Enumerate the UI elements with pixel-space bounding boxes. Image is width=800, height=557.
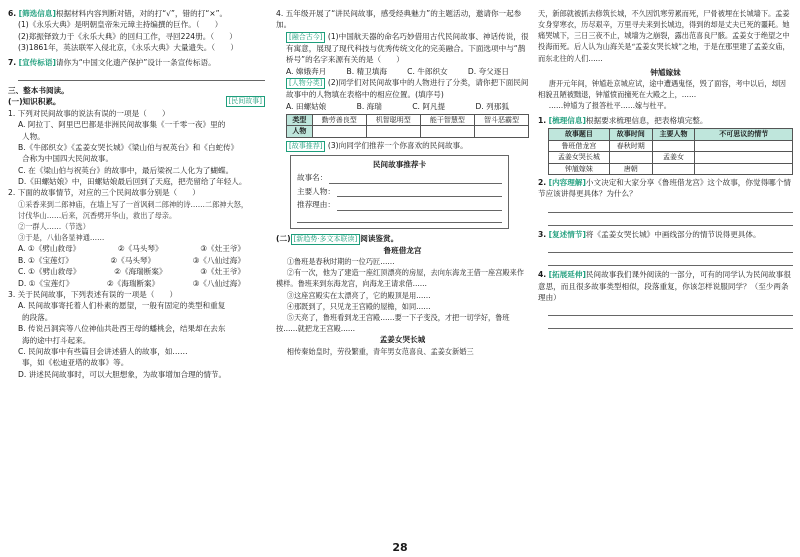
answer-line[interactable] (548, 255, 793, 266)
story-info-table-wrap (538, 128, 793, 175)
answer-cell[interactable] (695, 163, 793, 175)
answer-cell[interactable] (695, 152, 793, 164)
q4-2-prompt: [人物分类] (2)同学们对民间故事中的人物进行了分类，请你把下面民间故事中的人物填在表格中的相应位置。(填序号) (286, 78, 529, 100)
table-row: 孟姜女哭长城 孟姜女 (549, 152, 793, 164)
answer-line[interactable] (548, 215, 793, 226)
story2-first-line: 相传秦始皇时，劳役繁重，青年男女范喜良、孟姜女新婚三 (286, 346, 474, 356)
character-type-table: 类型 勤劳善良型 机智聪明型 能干智慧型 智斗恶霸型 人物 (286, 114, 529, 138)
answer-cell[interactable] (474, 126, 528, 138)
read-q4-prompt: 4. [拓展延伸]民间故事我们课外阅读的一部分，可有的同学认为民间故事很意思，而且很多故事类型相似，段落重复，你该怎样说服同学？（至少两条理由） (538, 270, 791, 302)
read-q2-prompt: 2. [内容理解]小文决定和大家分享《鲁班借龙宫》这个故事，你觉得哪个情节应该讲得更具体？为什么？ (538, 178, 791, 199)
section-three-title: 三、整本书阅读。 (8, 85, 69, 95)
knowledge-q3-option: 海的途中打斗起来。 (22, 335, 91, 345)
read-q4-tag: [拓展延伸] (548, 270, 586, 280)
sub-section-one: (一)知识积累。 [民间故事] (8, 96, 265, 107)
story1-body: ①鲁班是春秋时期的一位巧匠…… ②有一次，他为了建造一座红顶漂亮的房屋，去向东海龙王借一座宫殿来作模样。鲁班来到东海龙宫，向海龙王请求借…… ③这座宫殿实在太漂亮了，它的殿顶是用…… ④那既到了，只见龙王宫殿的屋檐，如同…… ⑤天亮了，鲁班看到龙王宫殿……要一下子变没，才把一切学好，鲁班按……就把龙王宫殿…… (276, 257, 524, 333)
knowledge-q1[interactable]: 1. 下列对民间故事的说法有误的一项是（ ） (8, 108, 170, 118)
answer-cell[interactable] (420, 126, 474, 138)
knowledge-q1-option: B.《牛郎织女》《孟姜女哭长城》《梁山伯与祝英台》和《白蛇传》 (18, 142, 239, 152)
q7-tag: [宣传标语] (18, 57, 56, 67)
q4-3-prompt: [故事推荐] (3)向同学们推荐一个你喜欢的民间故事。 (276, 140, 529, 152)
knowledge-q1-option: C. 在《梁山伯与祝英台》的故事中，最后梁祝二人化为了蝴蝶。 (18, 165, 234, 175)
q7-answer-line[interactable] (18, 70, 265, 81)
story-info-table: 故事题目 故事时间 主要人物 不可思议的情节 鲁班借龙宫 春秋时期 孟姜女哭长城 孟姜女 钟馗嫁妹 唐朝 (548, 128, 793, 175)
knowledge-q3-option: 的段落。 (22, 312, 53, 322)
q2-option-row: A. ①《劈山救母》 ②《马头琴》 ③《灶王爷》 (18, 244, 245, 254)
card-title: 民间故事推荐卡 (372, 160, 427, 170)
answer-line[interactable] (548, 305, 793, 316)
answer-line[interactable] (548, 202, 793, 213)
knowledge-q3-option: D. 讲述民间故事时，可以大胆想象，为故事增加合理的情节。 (18, 369, 227, 379)
folk-tale-tag: [民间故事] (226, 96, 265, 107)
story2-title: 孟姜女哭长城 (379, 335, 426, 345)
knowledge-q3-option: A. 民间故事寄托着人们朴素的愿望，一般有固定的类型和重复 (18, 301, 226, 311)
q4-1-options: A. 嫦娥奔月 B. 精卫填海 C. 牛郎织女 D. 夸父逐日 (286, 66, 509, 76)
page-number: 28 (392, 541, 408, 554)
read-q3-tag: [复述情节] (548, 229, 586, 239)
column-left (8, 8, 265, 380)
story3-body: 唐开元年间，钟馗赴京城应试，途中遭遇鬼怪，毁了面容，考中以后，却因相貌丑陋被黜退，钟馗愤而撞死在大殿之上，…… ……钟馗为了报答杜平……嫁与杜平。 (538, 79, 786, 111)
read-q1-prompt: 1. [梳理信息]根据要求梳理信息，把表格填完整。 (538, 115, 708, 125)
q4-2-people: A. 田螺姑娘 B. 海瑞 C. 阿凡提 D. 列那狐 (286, 101, 509, 111)
knowledge-q3-option: C. 民间故事中有些篇目会讲述猎人的故事，如…… (18, 347, 188, 356)
q6-tag: [筛选信息] (18, 9, 56, 18)
column-middle (276, 8, 529, 357)
column-right (538, 8, 793, 331)
q4-prompt: 4. 五年级开展了“讲民间故事，感受经典魅力”的主题活动，邀请你一起参加。 (276, 9, 522, 30)
q6-item[interactable]: (2)郑振铎致力于《永乐大典》的回归工作，寻回224册。（ ） (18, 31, 237, 41)
story2-body: 天，新郎就被抓去修筑长城，不久因饥寒劳累而死，尸骨被埋在长城墙下。孟姜女身穿寒衣，历尽艰辛，万里寻夫来到长城边，得到的却是丈夫已死的噩耗。她痛哭城下，三日三夜不止，城墙为之崩裂，露出范喜良尸骸。孟姜女于绝望之中投海而死。后人认为山海关是“孟姜女哭长城”之地，于是在那里建了孟姜女庙，而东北往的人们…… (538, 9, 790, 63)
answer-cell[interactable] (652, 140, 695, 152)
q2-option-row: D. ①《宝莲灯》 ②《海瑞断案》 ③《八仙过海》 (18, 278, 245, 288)
knowledge-q3[interactable]: 3. 关于民间故事，下列表述有误的一项是（ ） (8, 290, 178, 300)
read-q2-tag: [内容理解] (548, 178, 586, 188)
q4-3-tag: [故事推荐] (286, 141, 325, 152)
answer-line[interactable] (548, 242, 793, 253)
table-row: 鲁班借龙宫 春秋时期 (549, 140, 793, 152)
story3-title: 钟馗嫁妹 (650, 67, 681, 77)
recommend-card (290, 155, 509, 229)
q2-excerpt: ①采香来到二郎神庙，在墙上写了一首讽刺二郎神的诗……二郎神大怒， 讨伐华山……后来，沉香劈开华山，救出了母亲。 ②一群人……（节选） ③于是，八仙各显神通…… (18, 199, 249, 243)
q7-prompt: 7. [宣传标语]请你为“中国文化遗产保护”设计一条宣传标语。 (8, 57, 216, 67)
q2-option-row: B. ①《宝莲灯》 ②《马头琴》 ③《八仙过海》 (18, 255, 245, 265)
answer-cell[interactable] (695, 140, 793, 152)
answer-cell[interactable] (366, 126, 420, 138)
q4-2-tag: [人物分类] (286, 78, 325, 89)
knowledge-q1-option: 人物。 (22, 131, 45, 141)
q2-option-row: C. ①《劈山救母》 ②《海瑞断案》 ③《灶王爷》 (18, 267, 245, 277)
card-field[interactable]: 主要人物： (297, 186, 502, 197)
card-field-extra[interactable] (297, 213, 502, 223)
q6-prompt: 6. [筛选信息]根据材料内容判断对错，对的打“√”，错的打“×”。 (8, 9, 228, 18)
character-table-wrap (276, 114, 529, 138)
knowledge-q2[interactable]: 2. 下面的故事情节，对应的三个民间故事分别是（ ） (8, 188, 200, 198)
answer-line[interactable] (548, 318, 793, 329)
read-q3-prompt: 3. [复述情节]将《孟姜女哭长城》中画线部分的情节说得更具体。 (538, 229, 761, 239)
card-field[interactable]: 推荐理由： (297, 199, 502, 210)
answer-cell[interactable] (652, 163, 695, 175)
q4-1-tag: [融合古今] (286, 32, 325, 43)
answer-cell[interactable] (609, 152, 652, 164)
multi-text-tag: [新趋势·多文本联读] (291, 234, 361, 245)
answer-cell[interactable] (312, 126, 366, 138)
q6-item[interactable]: (1)《永乐大典》是明朝皇帝朱元璋主持编撰的巨作。（ ） (18, 20, 223, 30)
sub-section-two: (二) [新趋势·多文本联读] 阅读鉴赏。 (276, 233, 529, 245)
knowledge-q3-option: 事，如《松迪亚塔的故事》等。 (22, 358, 129, 368)
q6-item[interactable]: (3)1861年，英法联军入侵北京，《永乐大典》大量遗失。（ ） (18, 43, 238, 53)
table-row: 钟馗嫁妹 唐朝 (549, 163, 793, 175)
knowledge-q3-option: B. 传说吕洞宾等八位神仙共赴西王母的蟠桃会，结果却在去东 (18, 324, 226, 334)
story1-title: 鲁班借龙宫 (383, 245, 422, 255)
knowledge-q1-option: D.《田螺姑娘》中，田螺姑娘最后回到了天庭，把壳留给了年轻人。 (18, 177, 247, 187)
knowledge-q1-option: 合称为中国四大民间故事。 (22, 154, 114, 164)
knowledge-q1-option: A. 阿拉丁、阿里巴巴都是非洲民间故事集《一千零一夜》里的 (18, 120, 226, 130)
card-field[interactable]: 故事名： (297, 172, 502, 183)
q4-1-prompt[interactable]: [融合古今] (1)中国航天器的命名巧妙借用古代民间故事、神话传说，很有寓意，展现了现代科技与优秀传统文化的完美融合。下面选项中与“鹊桥号”的名字来源有关的是（ ） (286, 31, 529, 65)
read-q1-tag: [梳理信息] (548, 115, 586, 125)
